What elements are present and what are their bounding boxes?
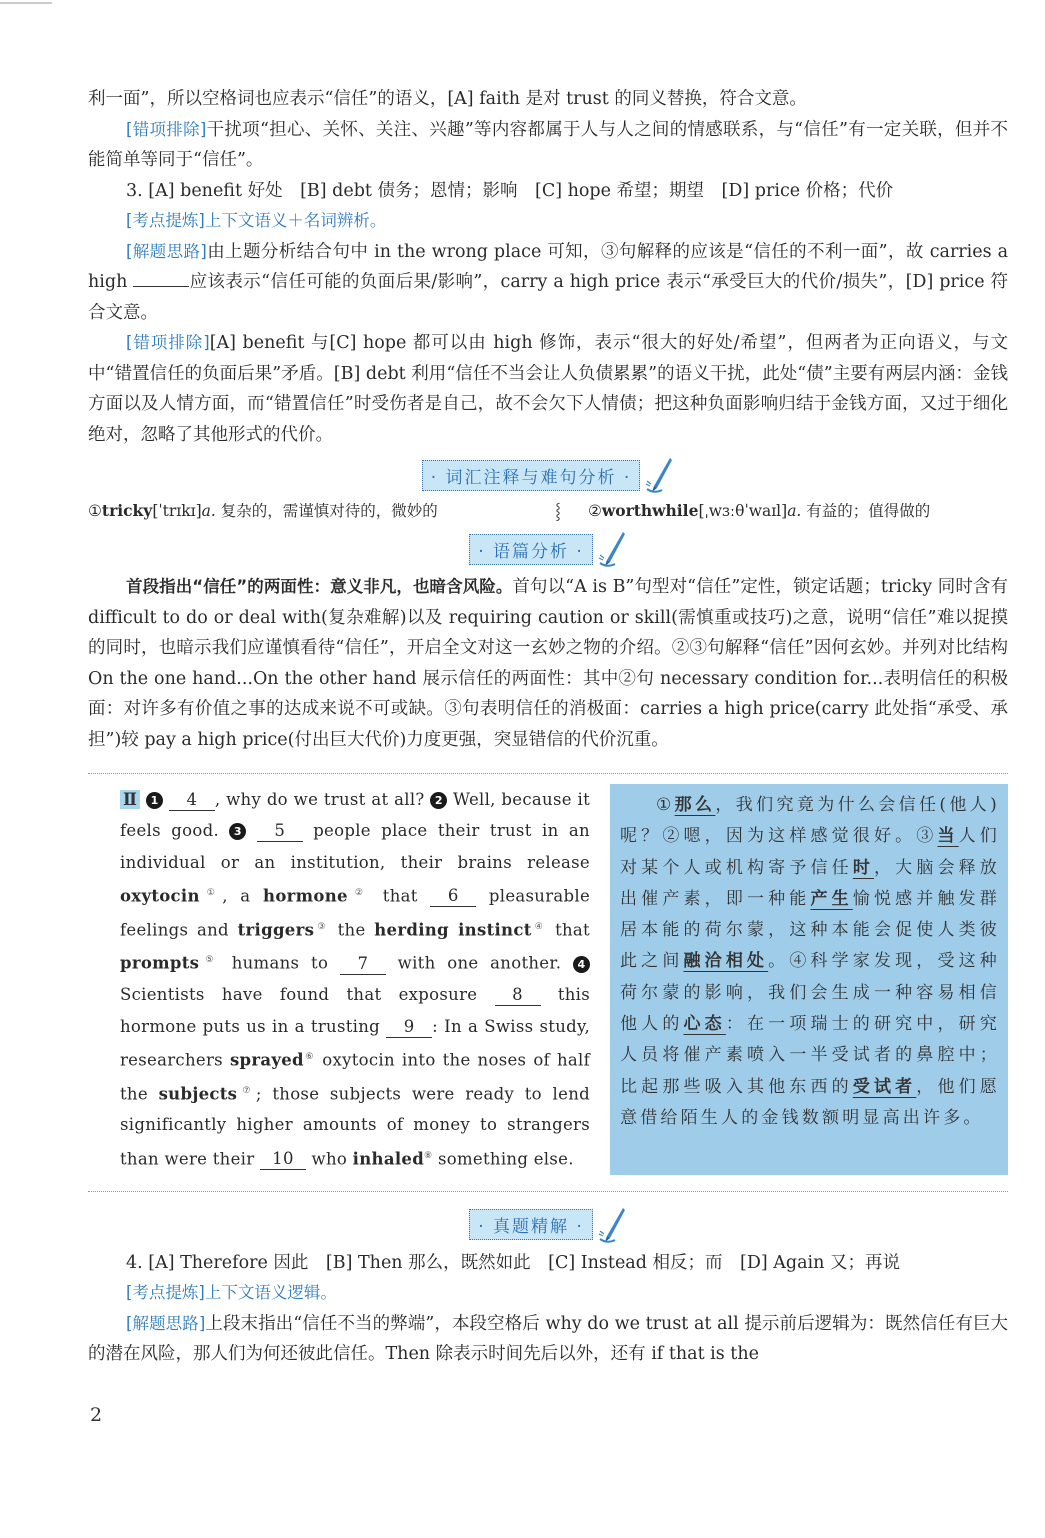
translation-text: 人们对某个人或机构寄予信任 xyxy=(620,826,1001,878)
highlight-term: 当 xyxy=(937,826,959,847)
vocab-word: tricky xyxy=(101,501,153,520)
keyword: sprayed xyxy=(229,1050,304,1070)
sentence-text: with one another. xyxy=(397,953,562,973)
highlight-term: 心态 xyxy=(683,1014,726,1035)
pen-icon xyxy=(597,530,627,568)
q4-options: 4. [A] Therefore 因此 [B] Then 那么，既然如此 [C] Instead 相反；而 [D] Again 又；再说 xyxy=(126,1252,900,1273)
passage-block xyxy=(88,784,1008,1175)
distractor-label: [错项排除] xyxy=(126,119,207,139)
approach-text: 上段末指出“信任不当的弊端”，本段空格后 why do we trust at all 提示前后逻辑为：既然信任有巨大的潜在风险，那人们为何还彼此信任。Then 除表示时间先后以外，还有 if that is the xyxy=(88,1313,1008,1365)
sentence-text: , why do we trust at all? xyxy=(214,790,425,809)
inline-blank xyxy=(133,268,189,287)
sentence-text: people place their trust in an individual or an institution, their brains release xyxy=(120,821,590,872)
sentence-text: : In a Swiss study, researchers xyxy=(120,1016,590,1070)
blank-9[interactable]: 9 xyxy=(386,1017,432,1038)
keyword: herding instinct xyxy=(374,920,532,940)
blank-6[interactable]: 6 xyxy=(430,886,476,907)
sentence-text: oxytocin into the noses of half the xyxy=(120,1050,591,1104)
approach-text-1: 由上题分析结合句中 in the wrong place 可知，③句解释的应该是“信任的不利一面”，故 carries a high xyxy=(88,241,1008,292)
vocab-pos: a. xyxy=(787,502,802,520)
vocab-section-header xyxy=(88,456,1008,494)
sentence-text: humans to xyxy=(231,953,329,973)
sentence-number: 4 xyxy=(573,956,590,973)
keyword: inhaled xyxy=(352,1149,425,1169)
highlight-term: 那么 xyxy=(674,795,716,815)
point-label: [考点提炼] xyxy=(126,211,205,230)
distractor-text: 干扰项“担心、关怀、关注、兴趣”等内容都属于人与人之间的情感联系，与“信任”有一定关联，但并不能简单等同于“信任”。 xyxy=(88,119,1008,170)
passage-english xyxy=(88,784,590,1175)
sentence-text: pleasurable feelings and xyxy=(120,886,591,940)
sentence-number: 1 xyxy=(146,792,163,809)
footnote-mark: ③ xyxy=(314,921,329,932)
translation-text: ，他们愿意借给陌生人的金钱数额明显高出许多。 xyxy=(620,1076,1000,1128)
discourse-text: 首句以“A is B”句型对“信任”定性，锁定话题；tricky 同时含有 difficult to do or deal with(复杂难解)以及 requiring caution or skill(需慎重或技巧)之意，说明“信任”难以捉摸的同时，也暗示我们应谨慎看待“信任”，开启全文对这一玄妙之物的介绍。②③句解释“信任”因何玄妙。并列对比结构 On the one hand...On the other hand 展示信任的两面性：其中②句 necessary condition for...表明信任的积极面：对许多有价值之事的达成来说不可或缺。③句表明信任的消极面：carries a high price(carry 此处指“承受、承担”)较 pay a high price(付出巨大代价)力度更强，突显错信的代价沉重。 xyxy=(88,577,1008,750)
answer-section-title: · 真题精解 · xyxy=(469,1209,593,1240)
vocab-pos: a. xyxy=(201,502,216,520)
separator-icon: ⸾ xyxy=(555,502,561,520)
keyword: subjects xyxy=(158,1084,238,1104)
footnote-mark: ⑧ xyxy=(424,1150,433,1161)
translation-text: 。④科学家发现，受这种荷尔蒙的影响，我们会生成一种容易相信他人的 xyxy=(620,951,1000,1035)
point-label: [考点提炼] xyxy=(126,1283,205,1303)
footnote-mark: ⑤ xyxy=(199,955,220,966)
vocab-phonetic: [ˈtrɪkɪ] xyxy=(152,502,202,520)
sentence-text: , a xyxy=(222,886,251,906)
blank-10[interactable]: 10 xyxy=(260,1149,306,1170)
blank-8[interactable]: 8 xyxy=(495,985,541,1006)
blank-7[interactable]: 7 xyxy=(340,954,386,975)
sentence-text: Scientists have found that exposure xyxy=(120,985,478,1005)
page-edge-mark xyxy=(0,2,52,4)
translation-text: ，大脑会释放出催产素，即一种能 xyxy=(620,857,1001,909)
section-mark: Ⅱ xyxy=(120,790,140,809)
discourse-section-title: · 语篇分析 · xyxy=(469,534,593,565)
discourse-section-header xyxy=(88,530,1008,568)
sentence-text: Well, because it feels good. xyxy=(120,790,591,841)
translation-text: 愉悦感并触发群居本能的荷尔蒙，这种本能会促使人类彼此之间 xyxy=(620,888,1000,972)
continuation-line: 利一面”，所以空格词也应表示“信任”的语义，[A] faith 是对 trust 的同义替换，符合文意。 xyxy=(88,89,807,109)
translation-text: ：在一项瑞士的研究中，研究人员将催产素喷入一半受试者的鼻腔中；比起那些吸入其他东西的 xyxy=(620,1014,1000,1097)
vocab-meaning: 复杂的，需谨慎对待的，微妙的 xyxy=(220,502,438,520)
vocab-index: ① xyxy=(88,502,102,520)
sentence-text: that xyxy=(382,886,418,906)
q2-distractor-paragraph xyxy=(88,115,1008,176)
sentence-text: this hormone puts us in a trusting xyxy=(120,985,591,1036)
sentence-text: the xyxy=(337,920,366,940)
passage-translation xyxy=(610,784,1008,1175)
keyword: oxytocin xyxy=(120,886,200,906)
vocab-list xyxy=(88,498,1008,524)
page-number: 2 xyxy=(90,1404,103,1426)
footnote-mark: ⑦ xyxy=(237,1085,256,1096)
vocab-section-title: · 词汇注释与难句分析 · xyxy=(422,460,641,491)
sentence-text: who xyxy=(311,1149,348,1169)
approach-label: [解题思路] xyxy=(126,241,207,261)
distractor-text: [A] benefit 与[C] hope 都可以由 high 修饰，表示“很大的好处/希望”，但两者为正向语义，与文中“错置信任的负面后果”矛盾。[B] debt 利用“信任不当会让人负债累累”的语义干扰，此处“债”主要有两层内涵：金钱方面以及人情方面，而“错置信任”时受伤者是自己，故不会欠下人情债；把这种负面影响归结于金钱方面，又过于细化绝对，忽略了其他形式的代价。 xyxy=(88,333,1008,445)
divider xyxy=(88,1191,1008,1192)
sentence-number: 3 xyxy=(229,823,246,840)
translation-mark: ① xyxy=(656,795,675,815)
keyword: triggers xyxy=(237,920,315,940)
sentence-number: 2 xyxy=(430,792,447,809)
q4-approach-paragraph xyxy=(88,1309,1008,1370)
pen-icon xyxy=(644,456,674,494)
translation-text: ，我们究竟为什么会信任(他人)呢？②嗯，因为这样感觉很好。③ xyxy=(620,795,1000,847)
blank-5[interactable]: 5 xyxy=(257,821,303,842)
highlight-term: 时 xyxy=(852,857,874,878)
vocab-meaning: 有益的；值得做的 xyxy=(806,502,931,520)
q3-point-paragraph xyxy=(88,206,1008,237)
answer-section-header xyxy=(88,1206,1008,1244)
blank-4[interactable]: 4 xyxy=(169,790,215,811)
discourse-paragraph xyxy=(88,572,1008,755)
footnote-mark: ④ xyxy=(531,921,547,932)
vocab-item xyxy=(88,498,528,524)
footnote-mark: ② xyxy=(347,887,371,898)
approach-text-2: 应该表示“信任可能的负面后果/影响”，carry a high price 表示“承受巨大的代价/损失”，[D] price 符合文意。 xyxy=(88,272,1008,323)
highlight-term: 融洽相处 xyxy=(683,951,769,972)
vocab-word: worthwhile xyxy=(601,501,699,520)
sentence-text: that xyxy=(555,920,590,940)
divider xyxy=(88,773,1008,774)
point-text: 上下文语义＋名词辨析。 xyxy=(204,211,387,230)
highlight-term: 受试者 xyxy=(852,1076,917,1097)
vocab-item xyxy=(588,498,1008,524)
vocab-phonetic: [ˌwɜːθˈwaɪl] xyxy=(698,502,788,520)
vocab-index: ② xyxy=(588,502,602,520)
footnote-mark: ⑥ xyxy=(303,1051,316,1062)
highlight-term: 产生 xyxy=(810,888,853,909)
approach-label: [解题思路] xyxy=(126,1313,206,1333)
distractor-label: [错项排除] xyxy=(126,333,210,352)
point-text: 上下文语义逻辑。 xyxy=(204,1283,337,1303)
discourse-lead: 首段指出“信任”的两面性：意义非凡，也暗含风险。 xyxy=(126,577,513,596)
sentence-text: ; those subjects were ready to lend significantly higher amounts of money to strangers than were their xyxy=(120,1084,590,1169)
q4-point-paragraph xyxy=(88,1278,1008,1309)
keyword: hormone xyxy=(263,886,348,906)
q3-distractor-paragraph xyxy=(88,328,1008,450)
sentence-text: something else. xyxy=(437,1149,574,1169)
q3-approach-paragraph xyxy=(88,237,1008,329)
pen-icon xyxy=(597,1206,627,1244)
q3-options: 3. [A] benefit 好处 [B] debt 债务；恩情；影响 [C] hope 希望；期望 [D] price 价格；代价 xyxy=(126,180,894,201)
document-page xyxy=(88,84,1008,1370)
footnote-mark: ① xyxy=(199,887,223,898)
keyword: prompts xyxy=(120,953,200,973)
